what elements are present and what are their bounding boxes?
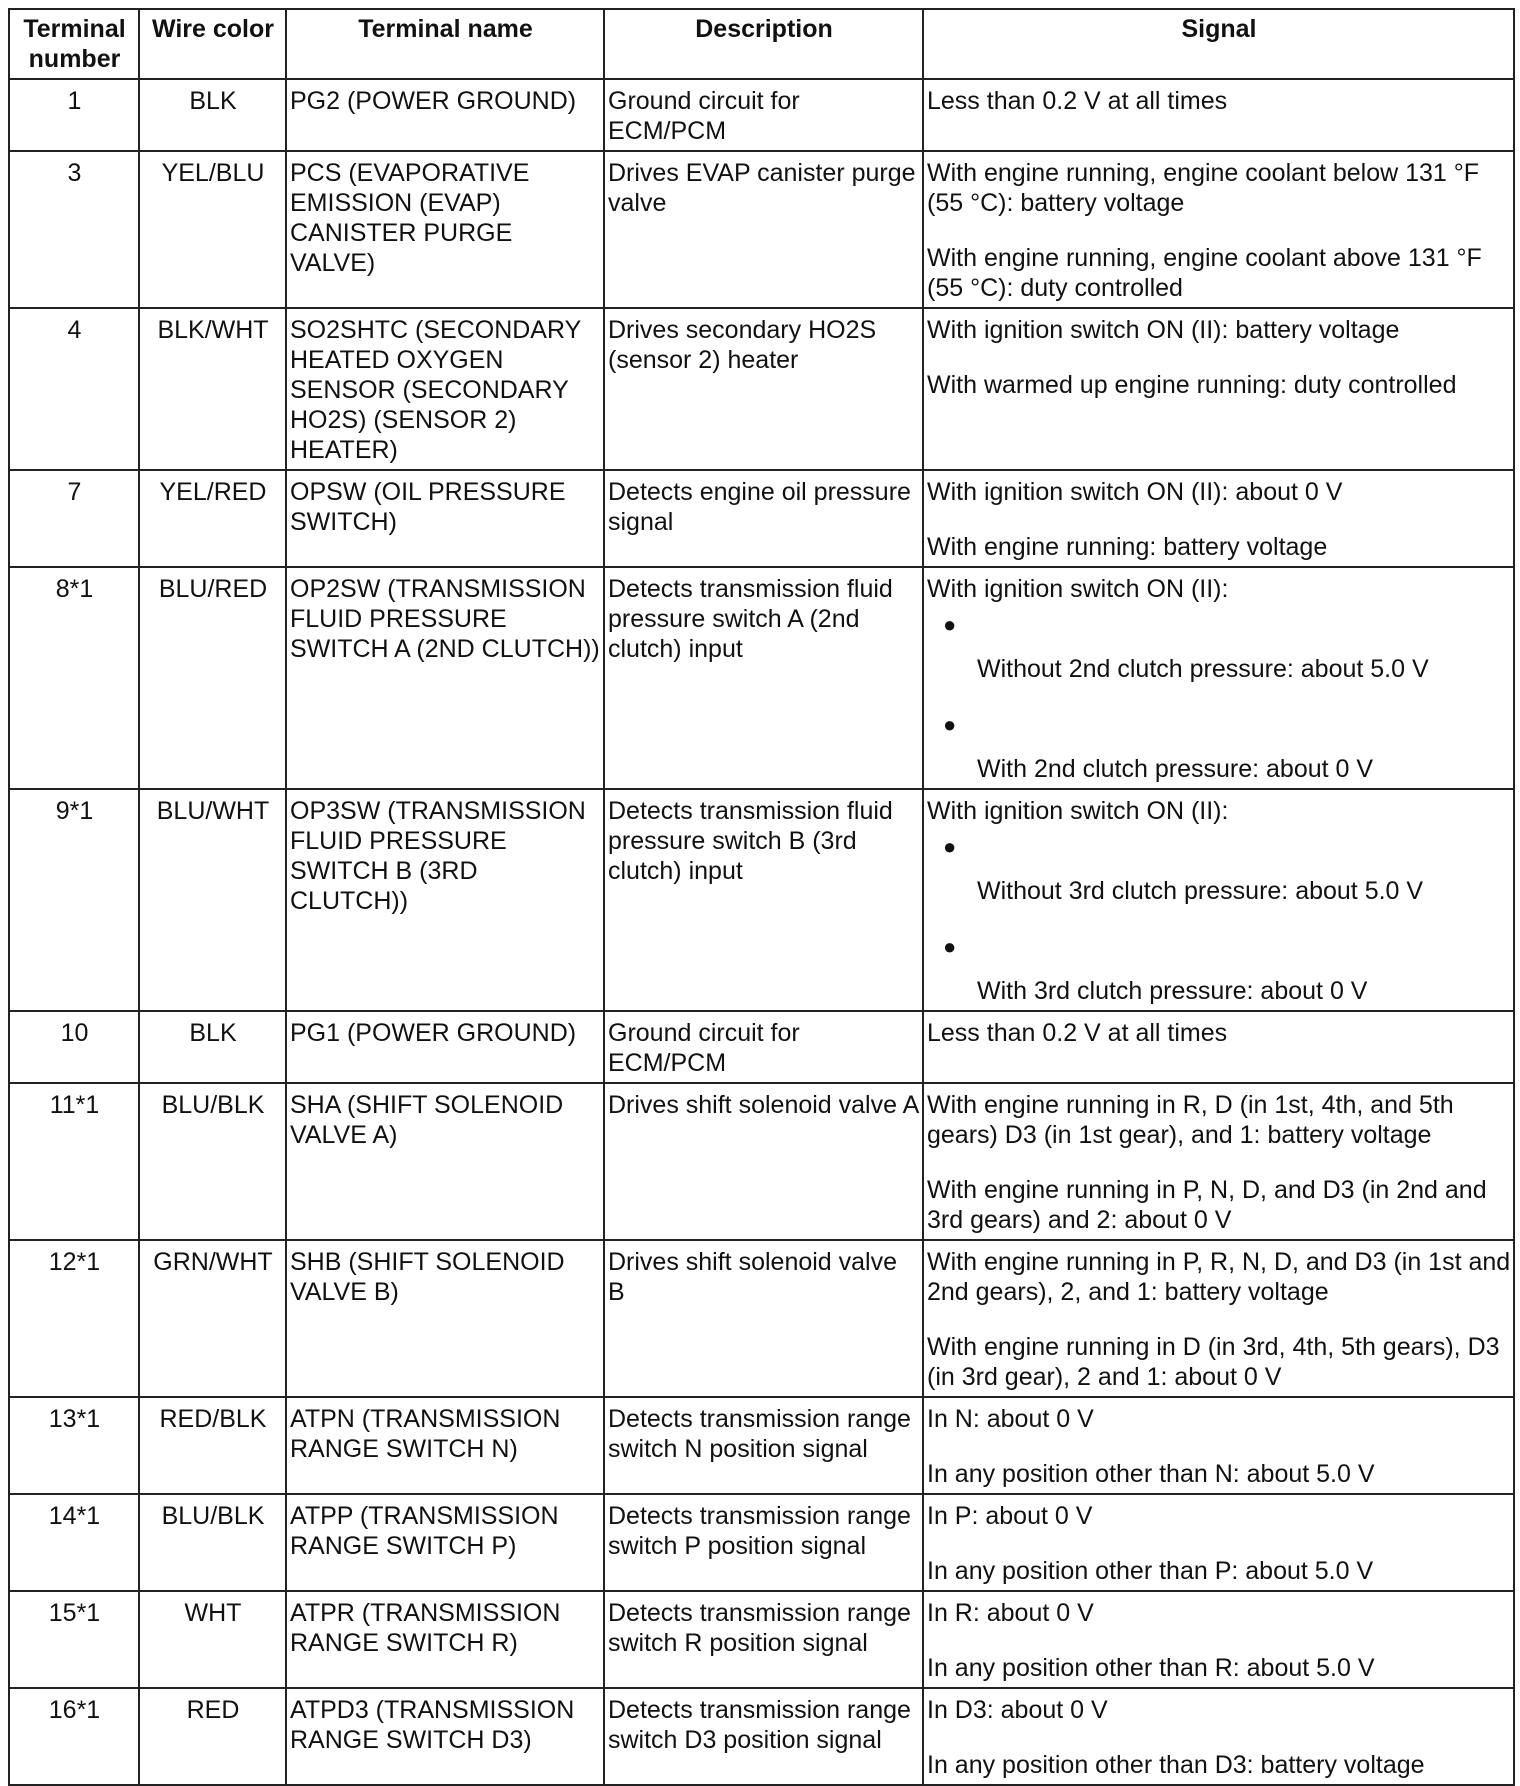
wire-color-cell: RED/BLK bbox=[139, 1397, 286, 1494]
table-row bbox=[9, 79, 1514, 151]
terminal-number-cell: 7 bbox=[9, 470, 139, 567]
signal-cell bbox=[923, 1591, 1514, 1688]
signal-line: With ignition switch ON (II): about 0 V bbox=[927, 478, 1343, 506]
header-terminal-number: Terminal number bbox=[9, 9, 139, 79]
terminal-name-cell: OP3SW (TRANSMISSION FLUID PRESSURE SWITCH B (3RD CLUTCH)) bbox=[286, 789, 604, 1011]
signal-line: In any position other than R: about 5.0 V bbox=[927, 1654, 1375, 1682]
terminal-name-cell: ATPD3 (TRANSMISSION RANGE SWITCH D3) bbox=[286, 1688, 604, 1785]
description-cell: Detects engine oil pressure signal bbox=[604, 470, 923, 567]
terminal-number-cell: 12*1 bbox=[9, 1240, 139, 1397]
description-cell: Detects transmission range switch R position signal bbox=[604, 1591, 923, 1688]
signal-line: In any position other than D3: battery voltage bbox=[927, 1751, 1425, 1779]
signal-line: In R: about 0 V bbox=[927, 1599, 1094, 1627]
terminal-name-cell: SHA (SHIFT SOLENOID VALVE A) bbox=[286, 1083, 604, 1240]
header-row bbox=[9, 9, 1514, 79]
wire-color-cell: BLK bbox=[139, 79, 286, 151]
signal-line: Less than 0.2 V at all times bbox=[927, 1019, 1228, 1047]
signal-bullet-item: ● With 3rd clutch pressure: about 0 V bbox=[927, 926, 1511, 1006]
signal-cell bbox=[923, 1494, 1514, 1591]
wire-color-cell: BLU/WHT bbox=[139, 789, 286, 1011]
description-cell: Ground circuit for ECM/PCM bbox=[604, 79, 923, 151]
signal-line: With engine running in P, N, D, and D3 (in 2nd and 3rd gears) and 2: about 0 V bbox=[927, 1176, 1487, 1234]
signal-cell bbox=[923, 789, 1514, 1011]
terminal-name-cell: ATPN (TRANSMISSION RANGE SWITCH N) bbox=[286, 1397, 604, 1494]
signal-bullet-list bbox=[927, 604, 1511, 784]
table-row bbox=[9, 1591, 1514, 1688]
terminal-name-cell: ATPP (TRANSMISSION RANGE SWITCH P) bbox=[286, 1494, 604, 1591]
terminal-number-cell: 9*1 bbox=[9, 789, 139, 1011]
header-description: Description bbox=[604, 9, 923, 79]
signal-line: In any position other than N: about 5.0 V bbox=[927, 1460, 1375, 1488]
table-row bbox=[9, 1083, 1514, 1240]
signal-cell bbox=[923, 308, 1514, 470]
signal-line: With engine running in R, D (in 1st, 4th, and 5th gears) D3 (in 1st gear), and 1: battery voltage bbox=[927, 1091, 1454, 1149]
table-row bbox=[9, 1397, 1514, 1494]
table-row bbox=[9, 1494, 1514, 1591]
signal-bullet-item: ● With 2nd clutch pressure: about 0 V bbox=[927, 704, 1511, 784]
signal-line: With engine running in P, R, N, D, and D3 (in 1st and 2nd gears), 2, and 1: battery voltage bbox=[927, 1248, 1511, 1306]
terminal-number-cell: 8*1 bbox=[9, 567, 139, 789]
description-cell: Drives secondary HO2S (sensor 2) heater bbox=[604, 308, 923, 470]
signal-line: With engine running: battery voltage bbox=[927, 533, 1328, 561]
description-cell: Drives EVAP canister purge valve bbox=[604, 151, 923, 308]
signal-intro: With ignition switch ON (II): bbox=[927, 575, 1229, 603]
wire-color-cell: WHT bbox=[139, 1591, 286, 1688]
terminal-number-cell: 14*1 bbox=[9, 1494, 139, 1591]
terminal-number-cell: 10 bbox=[9, 1011, 139, 1083]
signal-line: With warmed up engine running: duty controlled bbox=[927, 371, 1457, 399]
description-cell: Detects transmission range switch N position signal bbox=[604, 1397, 923, 1494]
wire-color-cell: RED bbox=[139, 1688, 286, 1785]
terminal-number-cell: 11*1 bbox=[9, 1083, 139, 1240]
terminal-number-cell: 16*1 bbox=[9, 1688, 139, 1785]
signal-cell bbox=[923, 1011, 1514, 1083]
signal-cell bbox=[923, 567, 1514, 789]
signal-cell bbox=[923, 1397, 1514, 1494]
signal-cell bbox=[923, 1688, 1514, 1785]
wire-color-cell: GRN/WHT bbox=[139, 1240, 286, 1397]
header-terminal-name: Terminal name bbox=[286, 9, 604, 79]
terminal-name-cell: OPSW (OIL PRESSURE SWITCH) bbox=[286, 470, 604, 567]
signal-cell bbox=[923, 79, 1514, 151]
wire-color-cell: BLK bbox=[139, 1011, 286, 1083]
wire-color-cell: BLK/WHT bbox=[139, 308, 286, 470]
signal-bullet-list bbox=[927, 826, 1511, 1006]
description-cell: Drives shift solenoid valve A bbox=[604, 1083, 923, 1240]
terminal-name-cell: PG1 (POWER GROUND) bbox=[286, 1011, 604, 1083]
table-row bbox=[9, 1240, 1514, 1397]
description-cell: Ground circuit for ECM/PCM bbox=[604, 1011, 923, 1083]
wire-color-cell: BLU/BLK bbox=[139, 1083, 286, 1240]
signal-cell bbox=[923, 1240, 1514, 1397]
table-row bbox=[9, 470, 1514, 567]
description-cell: Drives shift solenoid valve B bbox=[604, 1240, 923, 1397]
wire-color-cell: YEL/BLU bbox=[139, 151, 286, 308]
signal-line: In any position other than P: about 5.0 V bbox=[927, 1557, 1374, 1585]
table-row bbox=[9, 151, 1514, 308]
terminal-name-cell: PCS (EVAPORATIVE EMISSION (EVAP) CANISTER PURGE VALVE) bbox=[286, 151, 604, 308]
signal-line: With engine running, engine coolant below 131 °F (55 °C): battery voltage bbox=[927, 159, 1480, 217]
terminal-number-cell: 4 bbox=[9, 308, 139, 470]
wire-color-cell: YEL/RED bbox=[139, 470, 286, 567]
signal-line: Less than 0.2 V at all times bbox=[927, 87, 1228, 115]
signal-intro: With ignition switch ON (II): bbox=[927, 797, 1229, 825]
wire-color-cell: BLU/RED bbox=[139, 567, 286, 789]
table-row bbox=[9, 567, 1514, 789]
signal-line: In D3: about 0 V bbox=[927, 1696, 1108, 1724]
table-row bbox=[9, 1688, 1514, 1785]
signal-cell bbox=[923, 470, 1514, 567]
signal-line: In N: about 0 V bbox=[927, 1405, 1094, 1433]
description-cell: Detects transmission fluid pressure switch A (2nd clutch) input bbox=[604, 567, 923, 789]
description-cell: Detects transmission range switch D3 position signal bbox=[604, 1688, 923, 1785]
wire-color-cell: BLU/BLK bbox=[139, 1494, 286, 1591]
terminal-number-cell: 1 bbox=[9, 79, 139, 151]
terminal-name-cell: PG2 (POWER GROUND) bbox=[286, 79, 604, 151]
terminal-number-cell: 13*1 bbox=[9, 1397, 139, 1494]
signal-line: With engine running in D (in 3rd, 4th, 5th gears), D3 (in 3rd gear), 2 and 1: about 0 V bbox=[927, 1333, 1500, 1391]
terminal-table-container bbox=[8, 8, 1513, 1779]
terminal-number-cell: 3 bbox=[9, 151, 139, 308]
terminal-number-cell: 15*1 bbox=[9, 1591, 139, 1688]
terminal-name-cell: ATPR (TRANSMISSION RANGE SWITCH R) bbox=[286, 1591, 604, 1688]
table-row bbox=[9, 308, 1514, 470]
signal-line: With engine running, engine coolant above 131 °F (55 °C): duty controlled bbox=[927, 244, 1482, 302]
signal-line: With ignition switch ON (II): battery voltage bbox=[927, 316, 1400, 344]
signal-cell bbox=[923, 1083, 1514, 1240]
header-signal: Signal bbox=[923, 9, 1514, 79]
table-row bbox=[9, 1011, 1514, 1083]
table-row bbox=[9, 789, 1514, 1011]
signal-bullet-item: ● Without 3rd clutch pressure: about 5.0 V bbox=[927, 826, 1511, 906]
terminal-name-cell: SO2SHTC (SECONDARY HEATED OXYGEN SENSOR (SECONDARY HO2S) (SENSOR 2) HEATER) bbox=[286, 308, 604, 470]
header-wire-color: Wire color bbox=[139, 9, 286, 79]
signal-bullet-item: ● Without 2nd clutch pressure: about 5.0 V bbox=[927, 604, 1511, 684]
terminal-name-cell: OP2SW (TRANSMISSION FLUID PRESSURE SWITCH A (2ND CLUTCH)) bbox=[286, 567, 604, 789]
description-cell: Detects transmission range switch P position signal bbox=[604, 1494, 923, 1591]
terminal-name-cell: SHB (SHIFT SOLENOID VALVE B) bbox=[286, 1240, 604, 1397]
terminal-table bbox=[8, 8, 1515, 1786]
signal-line: In P: about 0 V bbox=[927, 1502, 1093, 1530]
description-cell: Detects transmission fluid pressure switch B (3rd clutch) input bbox=[604, 789, 923, 1011]
signal-cell bbox=[923, 151, 1514, 308]
